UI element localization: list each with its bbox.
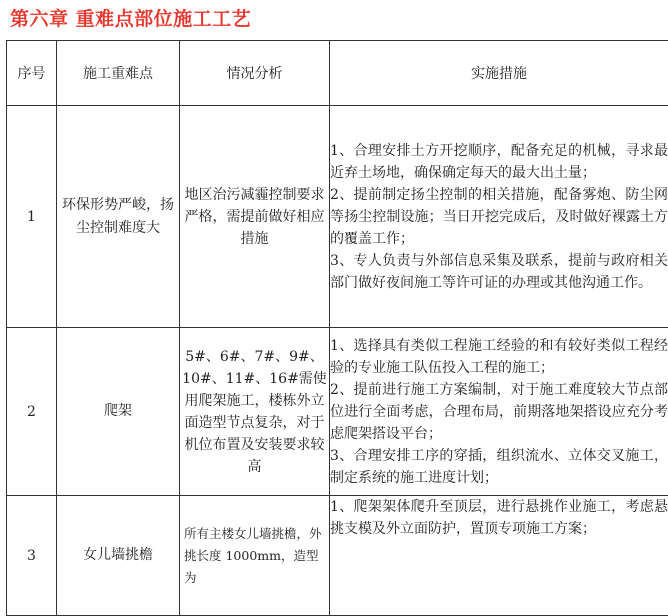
chapter-title: 第六章 重难点部位施工工艺 <box>10 4 251 34</box>
measure-item: 1、合理安排土方开挖顺序，配备充足的机械，寻求最近弃土场地，确保确定每天的最大出土量； <box>330 140 668 184</box>
header-analysis: 情况分析 <box>180 41 330 106</box>
measure-item: 2、提前进行施工方案编制，对于施工难度较大节点部位进行全面考虑，合理布局，前期落地架搭设应充分考虑爬架搭设平台； <box>330 379 668 445</box>
header-seq: 序号 <box>7 41 57 106</box>
table-row <box>7 106 668 328</box>
measure-item: 2、提前制定扬尘控制的相关措施，配备雾炮、防尘网等扬尘控制设施；当日开挖完成后，及时做好裸露土方的覆盖工作； <box>330 184 668 250</box>
header-measures: 实施措施 <box>330 41 668 106</box>
row-analysis: 地区治污减霾控制要求严格，需提前做好相应措施 <box>180 106 330 328</box>
row-seq: 1 <box>7 106 57 328</box>
row-seq: 2 <box>7 328 57 496</box>
row-point: 爬架 <box>57 328 180 496</box>
row-analysis: 所有主楼女儿墙挑檐，外挑长度 1000mm，造型为 <box>180 496 330 616</box>
measure-item: 1、选择具有类似工程施工经验的和有较好类似工程经验的专业施工队伍投入工程的施工； <box>330 335 668 379</box>
table-header-row <box>7 41 668 106</box>
measure-item: 3、专人负责与外部信息采集及联系，提前与政府相关部门做好夜间施工等许可证的办理或其他沟通工作。 <box>330 250 668 294</box>
measure-item: 1、爬架架体爬升至顶层，进行悬挑作业施工，考虑悬挑支模及外立面防护，置顶专项施工方案； <box>330 496 668 540</box>
row-measures <box>330 328 668 496</box>
table-row <box>7 328 668 496</box>
row-measures <box>330 496 668 616</box>
row-measures <box>330 106 668 328</box>
table-row <box>7 496 668 616</box>
row-seq: 3 <box>7 496 57 616</box>
row-point: 女儿墙挑檐 <box>57 496 180 616</box>
row-point: 环保形势严峻，扬尘控制难度大 <box>57 106 180 328</box>
header-point: 施工重难点 <box>57 41 180 106</box>
row-analysis: 5#、6#、7#、9#、10#、11#、16#需使用爬架施工，楼栋外立面造型节点复杂，对于机位布置及安装要求较高 <box>180 328 330 496</box>
measure-item: 3、合理安排工序的穿插，组织流水、立体交叉施工，制定系统的施工进度计划； <box>330 445 668 489</box>
construction-difficulty-table <box>6 40 668 616</box>
